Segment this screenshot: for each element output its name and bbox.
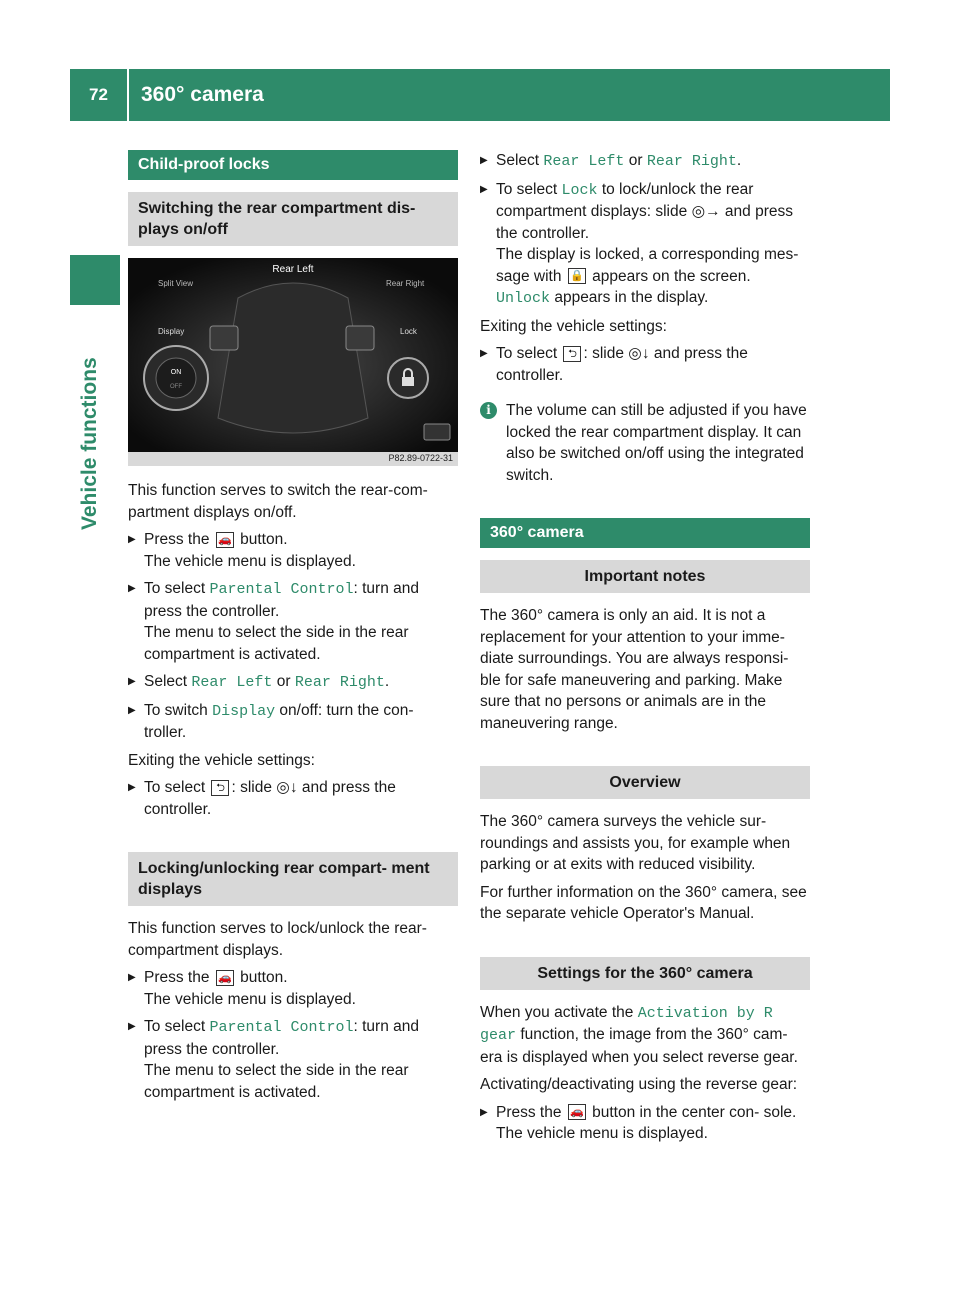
figure-label-split-view: Split View — [158, 279, 193, 288]
page-number: 72 — [89, 85, 108, 104]
left-column — [128, 150, 458, 1109]
back-icon: ⮌ — [563, 346, 581, 362]
subsection-title-overview: Overview — [480, 766, 810, 799]
back-icon: ⮌ — [211, 780, 229, 796]
figure-label-display: Display — [158, 327, 185, 336]
settings-text-1: When you activate the Activation by R gear function, the image from the 360° cam- era is displayed when you select reverse gear. — [480, 1003, 798, 1066]
subsection-title-settings: Settings for the 360° camera — [480, 957, 810, 990]
switching-step-1: ▶ Press the 🚗 button. The vehicle menu is displayed. — [128, 529, 458, 572]
locking-step-5: ▶ To select ⮌ : slide ◎↓ and press the controller. — [480, 343, 810, 386]
running-title: 360° camera — [141, 83, 264, 106]
figure-label-off: OFF — [170, 384, 182, 390]
seat-right-icon — [346, 326, 374, 350]
settings-text-2: Activating/deactivating using the reverse gear: — [480, 1076, 798, 1093]
locking-step-2: ▶ To select Parental Control: turn and press the controller. The menu to select the side in the rear compartment is activated. — [128, 1016, 458, 1103]
locking-step-1: ▶ Press the 🚗 button. The vehicle menu is displayed. — [128, 967, 458, 1010]
switching-step-5: ▶ To select ⮌ : slide ◎↓ and press the controller. — [128, 777, 458, 820]
locking-intro: This function serves to lock/unlock the rear- compartment displays. — [128, 920, 427, 959]
vehicle-icon: 🚗 — [216, 970, 234, 986]
switching-step-4: ▶ To switch Display on/off: turn the con- troller. — [128, 700, 458, 744]
section-title-360-camera: 360° camera — [480, 518, 810, 548]
figure-label-rear-right: Rear Right — [386, 279, 425, 288]
switching-intro: This function serves to switch the rear-com- partment displays on/off. — [128, 482, 428, 521]
sidebar-label: Vehicle functions — [78, 357, 101, 530]
vehicle-icon: 🚗 — [216, 532, 234, 548]
controller-down-icon: ◎↓ — [276, 779, 298, 796]
rear-display-figure — [128, 258, 458, 466]
switching-exit: Exiting the vehicle settings: — [128, 751, 315, 769]
back-icon — [424, 424, 450, 440]
figure-label-lock: Lock — [400, 327, 417, 336]
overview-text-1: The 360° camera surveys the vehicle sur- roundings and assists you, for example when parking or at exits with reduced visibility. — [480, 813, 791, 873]
locking-exit: Exiting the vehicle settings: — [480, 317, 667, 335]
figure-code: P82.89-0722-31 — [385, 452, 456, 464]
controller-right-icon: ◎→ — [691, 203, 721, 220]
subsection-title-important-notes: Important notes — [480, 560, 810, 593]
controller-down-icon: ◎↓ — [628, 345, 650, 362]
settings-step-1: ▶ Press the 🚗 button in the center con- sole. The vehicle menu is displayed. — [480, 1102, 810, 1145]
overview-text-2: For further information on the 360° camera, see the separate vehicle Operator's Manual. — [480, 883, 807, 922]
info-icon: i — [480, 402, 497, 419]
right-column — [480, 150, 810, 1151]
switching-step-2: ▶ To select Parental Control: turn and press the controller. The menu to select the side in the rear compartment is activated. — [128, 578, 458, 665]
rear-display-illustration — [128, 258, 458, 452]
switching-step-3: ▶ Select Rear Left or Rear Right. — [128, 671, 458, 694]
header-divider — [127, 69, 129, 121]
lock-icon: 🔒 — [568, 268, 586, 284]
seat-left-icon — [210, 326, 238, 350]
locking-step-3: ▶ Select Rear Left or Rear Right. — [480, 150, 810, 173]
section-title-child-proof: Child-proof locks — [128, 150, 458, 180]
figure-label-on: ON — [170, 369, 182, 376]
sidebar-tab-marker — [70, 255, 120, 305]
vehicle-icon: 🚗 — [568, 1104, 586, 1120]
subsection-title-switching: Switching the rear compartment dis- plays on/off — [128, 192, 458, 246]
figure-label-rear-left: Rear Left — [272, 264, 314, 275]
important-notes-text: The 360° camera is only an aid. It is not a replacement for your attention to your imme- diate surroundings. You are always responsi- ble for safe maneuvering and parking. Make sure that no persons or animals are in the maneuvering range. — [480, 607, 789, 732]
subsection-title-locking: Locking/unlocking rear compart- ment displays — [128, 852, 458, 906]
info-note: i The volume can still be adjusted if you have locked the rear compartment display. It can also be switched on/off using the integrated switch. — [480, 400, 810, 486]
locking-step-4: ▶ To select Lock to lock/unlock the rear compartment displays: slide ◎→ and press the controller. The display is locked, a corresponding mes- sage with 🔒 appears on the screen. Unlock appears in the display. — [480, 179, 810, 310]
